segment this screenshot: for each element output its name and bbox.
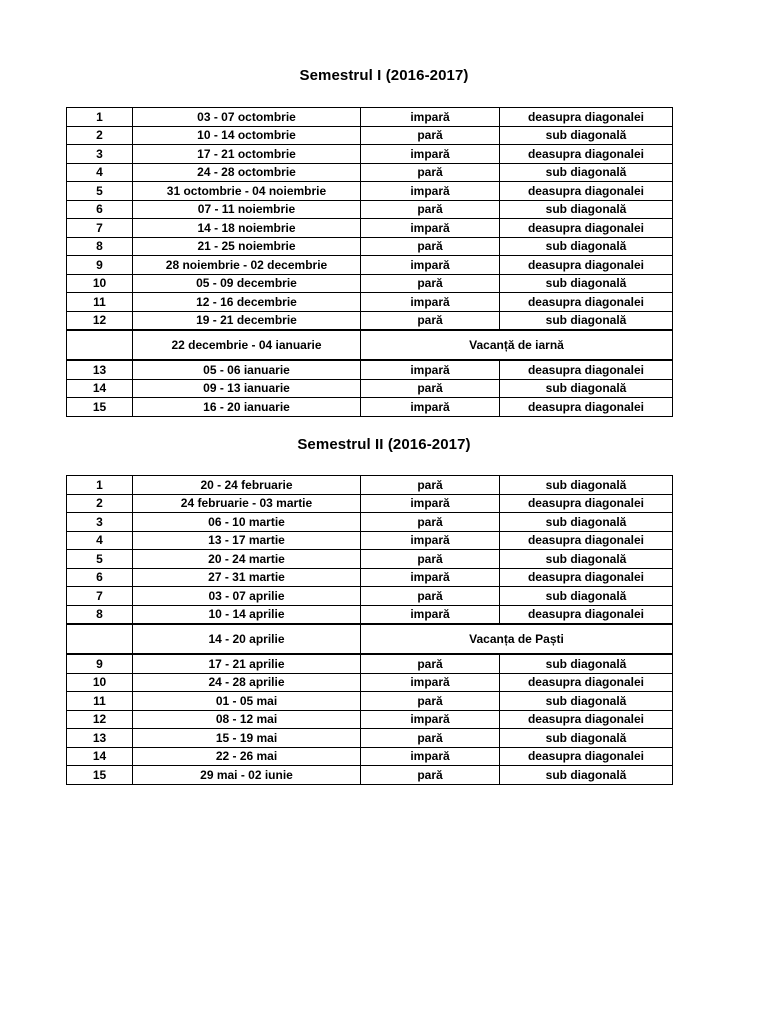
table-row	[67, 729, 673, 748]
week-number-cell: 1	[67, 108, 133, 127]
week-parity-cell: impară	[361, 568, 500, 587]
week-number-cell: 8	[67, 237, 133, 256]
week-parity-cell: pară	[361, 587, 500, 606]
week-parity-cell: pară	[361, 379, 500, 398]
week-number-cell: 7	[67, 587, 133, 606]
week-number-cell: 11	[67, 692, 133, 711]
week-dates-cell: 19 - 21 decembrie	[133, 311, 361, 330]
week-dates-cell: 09 - 13 ianuarie	[133, 379, 361, 398]
week-parity-cell: pară	[361, 513, 500, 532]
week-position-cell: sub diagonală	[500, 163, 673, 182]
week-position-cell: deasupra diagonalei	[500, 256, 673, 275]
week-dates-cell: 13 - 17 martie	[133, 531, 361, 550]
week-parity-cell: pară	[361, 692, 500, 711]
week-dates-cell: 06 - 10 martie	[133, 513, 361, 532]
week-number-cell: 12	[67, 710, 133, 729]
table-row	[67, 692, 673, 711]
week-dates-cell: 12 - 16 decembrie	[133, 293, 361, 312]
week-parity-cell: impară	[361, 145, 500, 164]
week-number-cell: 13	[67, 729, 133, 748]
table-row	[67, 710, 673, 729]
week-position-cell: deasupra diagonalei	[500, 494, 673, 513]
week-number-cell: 4	[67, 531, 133, 550]
table-row	[67, 587, 673, 606]
table-row	[67, 274, 673, 293]
table-row	[67, 550, 673, 569]
vacation-dates-cell: 22 decembrie - 04 ianuarie	[133, 330, 361, 360]
week-position-cell: deasupra diagonalei	[500, 145, 673, 164]
semester-2-schedule-table	[66, 475, 673, 785]
semester-1-table-body	[67, 108, 673, 417]
week-dates-cell: 01 - 05 mai	[133, 692, 361, 711]
week-number-cell: 6	[67, 568, 133, 587]
week-dates-cell: 29 mai - 02 iunie	[133, 766, 361, 785]
week-position-cell: sub diagonală	[500, 729, 673, 748]
week-parity-cell: impară	[361, 710, 500, 729]
week-number-cell: 2	[67, 126, 133, 145]
week-position-cell: sub diagonală	[500, 379, 673, 398]
week-position-cell: sub diagonală	[500, 311, 673, 330]
vacation-row	[67, 624, 673, 654]
week-number-cell: 13	[67, 360, 133, 379]
week-number-cell: 14	[67, 379, 133, 398]
week-dates-cell: 08 - 12 mai	[133, 710, 361, 729]
week-dates-cell: 05 - 09 decembrie	[133, 274, 361, 293]
week-parity-cell: pară	[361, 311, 500, 330]
week-dates-cell: 21 - 25 noiembrie	[133, 237, 361, 256]
week-number-cell: 15	[67, 766, 133, 785]
table-row	[67, 476, 673, 495]
week-number-cell: 9	[67, 256, 133, 275]
week-dates-cell: 03 - 07 aprilie	[133, 587, 361, 606]
table-row	[67, 360, 673, 379]
week-position-cell: sub diagonală	[500, 550, 673, 569]
week-position-cell: deasupra diagonalei	[500, 398, 673, 417]
table-row	[67, 311, 673, 330]
table-row	[67, 163, 673, 182]
vacation-row	[67, 330, 673, 360]
week-position-cell: deasupra diagonalei	[500, 219, 673, 238]
table-row	[67, 513, 673, 532]
week-position-cell: deasupra diagonalei	[500, 568, 673, 587]
week-position-cell: sub diagonală	[500, 237, 673, 256]
week-parity-cell: impară	[361, 182, 500, 201]
table-row	[67, 379, 673, 398]
week-parity-cell: impară	[361, 256, 500, 275]
week-number-cell: 7	[67, 219, 133, 238]
table-row	[67, 219, 673, 238]
week-dates-cell: 24 - 28 octombrie	[133, 163, 361, 182]
week-parity-cell: pară	[361, 729, 500, 748]
week-position-cell: deasupra diagonalei	[500, 605, 673, 624]
table-row	[67, 126, 673, 145]
table-row	[67, 256, 673, 275]
vacation-dates-cell: 14 - 20 aprilie	[133, 624, 361, 654]
vacation-label-cell: Vacanța de Paști	[361, 624, 673, 654]
week-number-cell: 15	[67, 398, 133, 417]
week-number-cell: 5	[67, 550, 133, 569]
week-parity-cell: impară	[361, 108, 500, 127]
week-dates-cell: 20 - 24 martie	[133, 550, 361, 569]
week-dates-cell: 16 - 20 ianuarie	[133, 398, 361, 417]
week-parity-cell: pară	[361, 654, 500, 673]
week-position-cell: sub diagonală	[500, 200, 673, 219]
week-number-cell: 5	[67, 182, 133, 201]
table-row	[67, 531, 673, 550]
week-parity-cell: impară	[361, 605, 500, 624]
week-number-cell: 10	[67, 274, 133, 293]
week-dates-cell: 24 februarie - 03 martie	[133, 494, 361, 513]
week-number-cell: 1	[67, 476, 133, 495]
week-number-cell: 9	[67, 654, 133, 673]
week-parity-cell: pară	[361, 163, 500, 182]
vacation-label-cell: Vacanță de iarnă	[361, 330, 673, 360]
week-parity-cell: impară	[361, 747, 500, 766]
semester-2-table-body	[67, 476, 673, 785]
semester-1-schedule-table	[66, 107, 673, 417]
week-number-cell: 10	[67, 673, 133, 692]
table-row	[67, 293, 673, 312]
week-number-cell: 14	[67, 747, 133, 766]
week-number-cell: 12	[67, 311, 133, 330]
week-parity-cell: impară	[361, 293, 500, 312]
table-row	[67, 145, 673, 164]
week-dates-cell: 31 octombrie - 04 noiembrie	[133, 182, 361, 201]
week-position-cell: deasupra diagonalei	[500, 182, 673, 201]
week-position-cell: deasupra diagonalei	[500, 531, 673, 550]
week-dates-cell: 10 - 14 aprilie	[133, 605, 361, 624]
week-number-cell: 11	[67, 293, 133, 312]
week-dates-cell: 17 - 21 aprilie	[133, 654, 361, 673]
week-position-cell: sub diagonală	[500, 126, 673, 145]
week-position-cell: sub diagonală	[500, 587, 673, 606]
week-position-cell: deasupra diagonalei	[500, 673, 673, 692]
week-parity-cell: impară	[361, 360, 500, 379]
week-number-cell: 4	[67, 163, 133, 182]
week-parity-cell: impară	[361, 219, 500, 238]
week-dates-cell: 10 - 14 octombrie	[133, 126, 361, 145]
week-dates-cell: 22 - 26 mai	[133, 747, 361, 766]
week-number-cell: 3	[67, 513, 133, 532]
week-parity-cell: pară	[361, 274, 500, 293]
week-number-cell: 3	[67, 145, 133, 164]
week-dates-cell: 14 - 18 noiembrie	[133, 219, 361, 238]
week-dates-cell: 07 - 11 noiembrie	[133, 200, 361, 219]
table-row	[67, 494, 673, 513]
vacation-empty-cell	[67, 330, 133, 360]
table-row	[67, 766, 673, 785]
week-parity-cell: pară	[361, 126, 500, 145]
week-position-cell: sub diagonală	[500, 654, 673, 673]
table-row	[67, 108, 673, 127]
table-row	[67, 568, 673, 587]
table-row	[67, 398, 673, 417]
week-position-cell: deasupra diagonalei	[500, 747, 673, 766]
semester-1-title: Semestrul I (2016-2017)	[299, 67, 469, 84]
week-dates-cell: 03 - 07 octombrie	[133, 108, 361, 127]
table-row	[67, 182, 673, 201]
table-row	[67, 673, 673, 692]
week-dates-cell: 05 - 06 ianuarie	[133, 360, 361, 379]
table-row	[67, 654, 673, 673]
week-position-cell: deasupra diagonalei	[500, 360, 673, 379]
week-dates-cell: 28 noiembrie - 02 decembrie	[133, 256, 361, 275]
week-number-cell: 6	[67, 200, 133, 219]
week-dates-cell: 20 - 24 februarie	[133, 476, 361, 495]
week-position-cell: sub diagonală	[500, 513, 673, 532]
week-dates-cell: 17 - 21 octombrie	[133, 145, 361, 164]
week-dates-cell: 24 - 28 aprilie	[133, 673, 361, 692]
week-parity-cell: pară	[361, 200, 500, 219]
week-number-cell: 2	[67, 494, 133, 513]
week-parity-cell: impară	[361, 494, 500, 513]
week-position-cell: deasupra diagonalei	[500, 108, 673, 127]
vacation-empty-cell	[67, 624, 133, 654]
week-parity-cell: pară	[361, 550, 500, 569]
week-parity-cell: pară	[361, 476, 500, 495]
table-row	[67, 605, 673, 624]
semester-2-title: Semestrul II (2016-2017)	[297, 436, 471, 453]
week-parity-cell: impară	[361, 673, 500, 692]
week-parity-cell: impară	[361, 531, 500, 550]
week-position-cell: sub diagonală	[500, 766, 673, 785]
week-dates-cell: 27 - 31 martie	[133, 568, 361, 587]
week-position-cell: sub diagonală	[500, 692, 673, 711]
week-dates-cell: 15 - 19 mai	[133, 729, 361, 748]
week-position-cell: deasupra diagonalei	[500, 710, 673, 729]
table-row	[67, 237, 673, 256]
week-position-cell: deasupra diagonalei	[500, 293, 673, 312]
table-row	[67, 200, 673, 219]
table-row	[67, 747, 673, 766]
week-position-cell: sub diagonală	[500, 274, 673, 293]
week-number-cell: 8	[67, 605, 133, 624]
week-position-cell: sub diagonală	[500, 476, 673, 495]
week-parity-cell: pară	[361, 237, 500, 256]
week-parity-cell: impară	[361, 398, 500, 417]
week-parity-cell: pară	[361, 766, 500, 785]
